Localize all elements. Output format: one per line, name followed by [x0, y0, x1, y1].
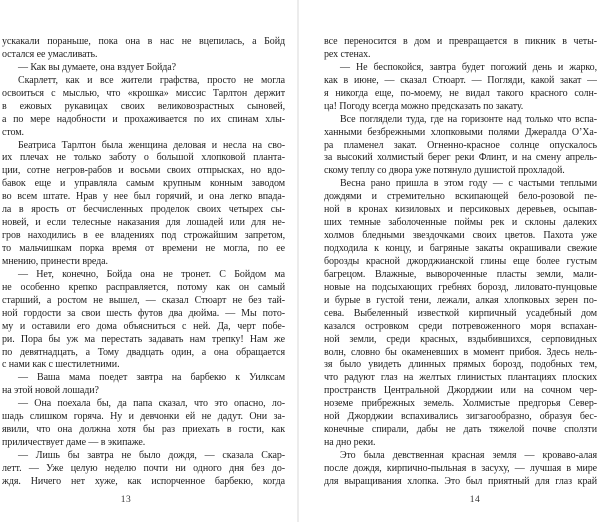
text-line: как в июне, — сказал Стюарт. — Погляди, какой закат — [324, 74, 597, 86]
text-line: а по мере надобности и прохаживается по их спинам хлы- [2, 113, 285, 125]
text-line: ной Джорджии вспахивались зигзагообразно, образуя бес- [324, 411, 597, 423]
text-line: ной в кронах кизиловых и персиковых деревьев, осыпав- [324, 204, 597, 216]
text-line: холмов бледными звездочками своих цветов. Пахота уже [324, 230, 597, 242]
text-line: в ежовых рукавицах своих великовозрастных сыновей, [2, 100, 285, 112]
text-line: ших темные заболоченные поймы рек и склоны далеких [324, 217, 597, 229]
text-line: явили, что она должна хотя бы раз приехать в гости, как [2, 424, 285, 436]
text-line: волн, словно бы окаменевших в момент прибоя. Здесь нель- [324, 346, 597, 358]
page-number-right: 14 [469, 495, 481, 505]
text-line: ца! Погоду всегда можно предсказать по закату. [324, 100, 524, 112]
text-line: на этой новой лошади? [2, 385, 99, 397]
text-line: сева. Выбеленный известкой кирпичный усадебный дом [324, 307, 597, 319]
text-line: зя было увидеть длинных прямых борозд, подобных тем, [324, 359, 597, 371]
text-line: гров находились в ее владениях под строжайшим запретом, [2, 230, 285, 242]
page-left-text [2, 36, 285, 489]
text-line: — Нет, конечно, Бойда она не тронет. С Бойдом ма [18, 268, 285, 280]
text-line: му и оставили его дома объясниться с ней. Да, черт побе- [2, 320, 285, 332]
text-line: что радуют глаз на желтых глинистых плантациях плоских [324, 372, 597, 384]
text-line: ции, сотне негров-рабов и восьми своих отпрысках, но вдо- [2, 165, 285, 177]
text-line: скому теплу со двора уже потянуло душистой прохладой. [324, 165, 565, 177]
text-line: борозды красной джорджианской глины еще более густым [324, 255, 597, 267]
text-line: — Лишь бы завтра не было дождя, — сказала Скар- [18, 450, 285, 461]
text-line: конечные спирали, дабы не дать тяжелой почве сползти [324, 424, 597, 436]
text-line: мнению, принести вреда. [2, 255, 108, 267]
text-line: багрецом. Влажные, вывороченные пласты земли, мали- [324, 268, 597, 280]
text-line: ноземе прибрежных земель. Холмистые предгорья Север- [324, 398, 597, 410]
text-line: с нами как с шестилетними. [2, 359, 120, 371]
text-line: за высокий холмистый берег реки Флинт, и на смену апрель- [324, 152, 597, 164]
text-line: Скарлетт, как и все жители графства, просто не могла [18, 74, 285, 86]
text-line: приличествует даме — в экипаже. [2, 437, 146, 449]
text-line: не особенно крепко расправляется, потому как он самый [2, 281, 285, 293]
text-line: Беатриса Тарлтон была женщина деловая и несла на сво- [18, 139, 285, 151]
text-line: новей, и если телесные наказания для лошадей или для не- [2, 217, 285, 229]
text-line: по девятнадцать, а Тому двадцать один, а она обращается [2, 346, 285, 358]
text-line: на дно реки. [324, 437, 376, 449]
text-line: я никогда еще, по-моему, не видал такого красного солн- [324, 87, 597, 99]
page-number-left: 13 [120, 495, 132, 505]
text-line: стом. [2, 126, 24, 138]
text-line: ла в ярость от бесчисленных проделок своих четырех сы- [2, 204, 285, 216]
text-line: дождями и стремительно вскипающей бело-розовой пе- [324, 191, 597, 203]
text-line: рех стенах. [324, 48, 371, 60]
text-line: все переносится в дом и превращается в пикник в четы- [324, 36, 597, 47]
text-line: остался ее умасливать. [2, 48, 98, 60]
text-line: то мальчишкам порка время от времени не могла, по ее [2, 243, 285, 254]
text-line: для выращивания хлопка. Это был приятный для глаз край [324, 475, 597, 487]
text-line: летт. — Уже целую неделю почти ни одного дня без до- [2, 462, 285, 474]
text-line: их плечах не только заботу о большой хлопковой планта- [2, 152, 285, 164]
text-line: и бурые в густой тени, лежали, алкая хлопковых зерен по- [324, 294, 597, 306]
text-line: ри. Пора бы уж ма перестать задавать нам трепку! Нам же [2, 333, 285, 345]
page-divider [297, 0, 299, 522]
text-line: Весна рано пришла в этом году — с частыми теплыми [340, 178, 597, 190]
text-line: — Ваша мама поедет завтра на барбекю к Уилксам [18, 372, 285, 384]
text-line: Все поглядели туда, где на горизонте над только что вспа- [340, 113, 597, 125]
page-right-text [324, 36, 597, 489]
text-line: — Не беспокойся, завтра будет погожий день и жарко, [340, 61, 597, 73]
text-line: — Она поехала бы, да папа сказал, что это опасно, ло- [18, 398, 285, 410]
text-line: во всем штате. Нрав у нее был горячий, и она легко впада- [2, 191, 285, 203]
text-line: бавок еще и управляла самым крупным конным заводом [2, 178, 285, 190]
text-line: — Как вы думаете, она вздует Бойда? [18, 61, 176, 73]
text-line: ждя. Ничего нет хуже, как испорченное барбекю, когда [2, 475, 285, 487]
text-line: ханными безбрежными хлопковыми полями Джералда О’Ха- [324, 126, 597, 138]
text-line: пространств Центральной Джорджии или на сочном чер- [324, 385, 597, 397]
text-line: новые на подсыхающих гребнях борозд, лиловато-пунцовые [324, 281, 597, 293]
text-line: казался островком среди потревоженного моря вспахан- [324, 320, 597, 332]
text-line: шадь слишком горяча. Ну и девчонки ей не дадут. Они за- [2, 411, 285, 423]
text-line: Это была девственная красная земля — кроваво-алая [340, 450, 597, 461]
text-line: после дождя, кирпично-пыльная в засуху, — лучшая в мире [324, 462, 597, 474]
text-line: ускакали пораньше, пока она в нас не вцепилась, а Бойд [2, 36, 285, 47]
text-line: ной земли, среди красных, вздыбившихся, серповидных [324, 333, 597, 345]
text-line: освоиться с мыслью, что «крошка» миссис Тарлтон держит [2, 87, 285, 99]
text-line: ной гордости за свои шесть футов два дюйма. — Мы пото- [2, 307, 285, 319]
text-line: подходила к концу, и багряные закаты окрашивали свежие [324, 243, 597, 254]
text-line: старший, а ростом не вышел, — сказал Стюарт не без тай- [2, 294, 285, 306]
text-line: ра пламенел закат. Огненно-красное солнце опускалось [324, 139, 597, 151]
